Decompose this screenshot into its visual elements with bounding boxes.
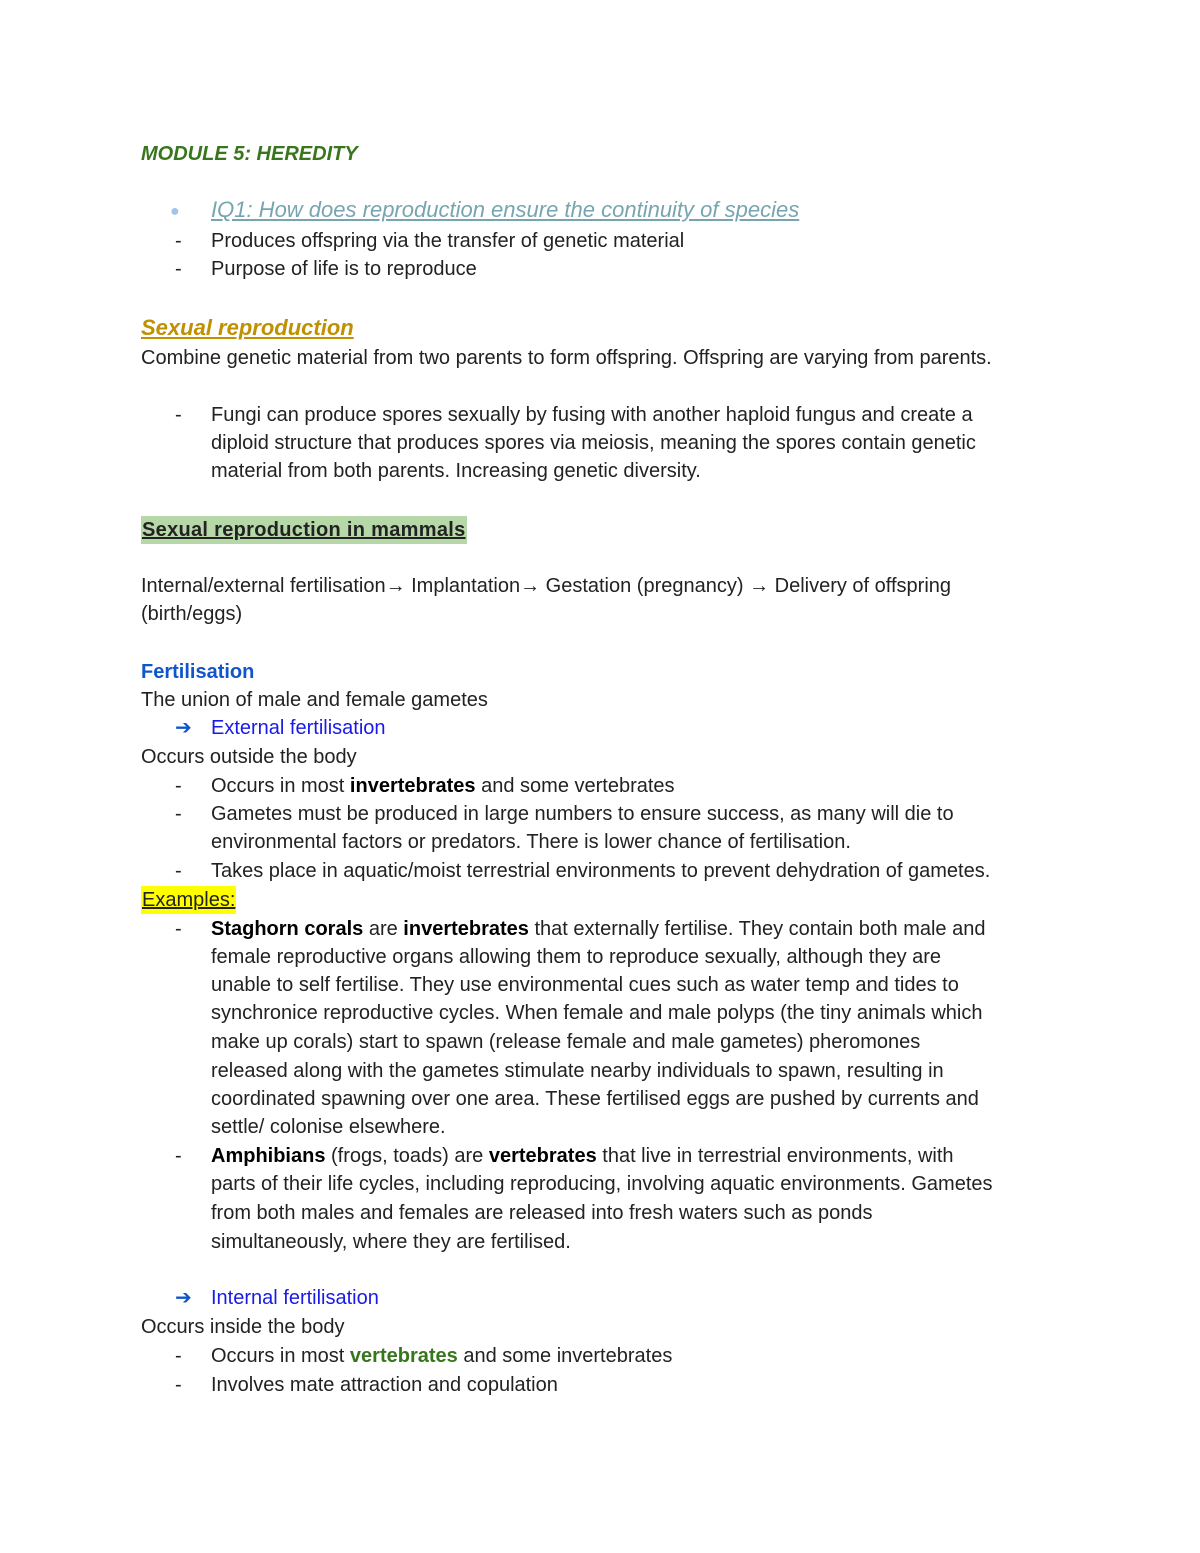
list-item-line: simultaneously, where they are fertilised. bbox=[211, 1231, 571, 1253]
list-item-line: coordinated spawning over one area. These fertilised eggs are pushed by currents and bbox=[211, 1088, 979, 1110]
list-item: Occurs in most invertebrates and some vertebrates bbox=[211, 775, 675, 797]
list-item-line: Amphibians (frogs, toads) are vertebrates that live in terrestrial environments, with bbox=[211, 1145, 954, 1167]
paragraph-line: Internal/external fertilisation→ Implantation→ Gestation (pregnancy) → Delivery of offspring bbox=[141, 575, 952, 597]
list-item-line: Staghorn corals are invertebrates that externally fertilise. They contain both male and bbox=[211, 918, 986, 940]
list-item-line: Gametes must be produced in large numbers to ensure success, as many will die to bbox=[211, 803, 954, 825]
list-item-line: from both males and females are released into fresh waters such as ponds bbox=[211, 1202, 873, 1224]
examples-label: Examples: bbox=[141, 886, 236, 914]
section-heading-mammals: Sexual reproduction in mammals bbox=[141, 516, 467, 544]
section-heading-sexual-reproduction: Sexual reproduction bbox=[141, 315, 354, 340]
dash-icon: - bbox=[175, 404, 182, 426]
dash-icon: - bbox=[175, 918, 182, 940]
list-item-line: settle/ colonise elsewhere. bbox=[211, 1116, 446, 1138]
list-item-line: unable to self fertilise. They use environmental cues such as water temp and tides to bbox=[211, 974, 959, 996]
list-item: Produces offspring via the transfer of genetic material bbox=[211, 230, 685, 252]
dash-icon: - bbox=[175, 1145, 182, 1167]
paragraph: Combine genetic material from two parents to form offspring. Offspring are varying from parents. bbox=[141, 347, 992, 369]
list-item-line: diploid structure that produces spores via meiosis, meaning the spores contain genetic bbox=[211, 432, 976, 454]
module-title: MODULE 5: HEREDITY bbox=[141, 143, 358, 165]
section-heading-fertilisation: Fertilisation bbox=[141, 661, 255, 683]
list-item: Purpose of life is to reproduce bbox=[211, 258, 477, 280]
dash-icon: - bbox=[175, 258, 182, 280]
list-item-line: released along with the gametes stimulate nearby individuals to spawn, resulting in bbox=[211, 1060, 944, 1082]
dash-icon: - bbox=[175, 230, 182, 252]
paragraph: Occurs inside the body bbox=[141, 1316, 345, 1338]
dash-icon: - bbox=[175, 1345, 182, 1367]
dash-icon: - bbox=[175, 860, 182, 882]
dash-icon: - bbox=[175, 775, 182, 797]
inquiry-question: IQ1: How does reproduction ensure the continuity of species bbox=[211, 197, 800, 222]
arrow-icon: ➔ bbox=[175, 717, 192, 739]
bullet-icon: ● bbox=[170, 203, 180, 220]
list-item: Involves mate attraction and copulation bbox=[211, 1374, 558, 1396]
list-item-line: parts of their life cycles, including reproducing, involving aquatic environments. Gametes bbox=[211, 1173, 993, 1195]
arrow-icon: ➔ bbox=[175, 1287, 192, 1309]
subheading-external-fertilisation: External fertilisation bbox=[211, 717, 386, 739]
list-item-line: make up corals) start to spawn (release female and male gametes) pheromones bbox=[211, 1031, 921, 1053]
paragraph-line: (birth/eggs) bbox=[141, 603, 243, 625]
list-item-line: female reproductive organs allowing them to reproduce sexually, although they are bbox=[211, 946, 942, 968]
paragraph: Occurs outside the body bbox=[141, 746, 357, 768]
subheading-internal-fertilisation: Internal fertilisation bbox=[211, 1287, 379, 1309]
list-item-line: material from both parents. Increasing genetic diversity. bbox=[211, 460, 701, 482]
list-item-line: environmental factors or predators. There is lower chance of fertilisation. bbox=[211, 831, 851, 853]
dash-icon: - bbox=[175, 1374, 182, 1396]
list-item: Occurs in most vertebrates and some invertebrates bbox=[211, 1345, 673, 1367]
paragraph: The union of male and female gametes bbox=[141, 689, 488, 711]
list-item-line: synchronice reproductive cycles. When female and male polyps (the tiny animals which bbox=[211, 1002, 983, 1024]
list-item: Takes place in aquatic/moist terrestrial environments to prevent dehydration of gametes. bbox=[211, 860, 991, 882]
dash-icon: - bbox=[175, 803, 182, 825]
list-item-line: Fungi can produce spores sexually by fusing with another haploid fungus and create a bbox=[211, 404, 973, 426]
